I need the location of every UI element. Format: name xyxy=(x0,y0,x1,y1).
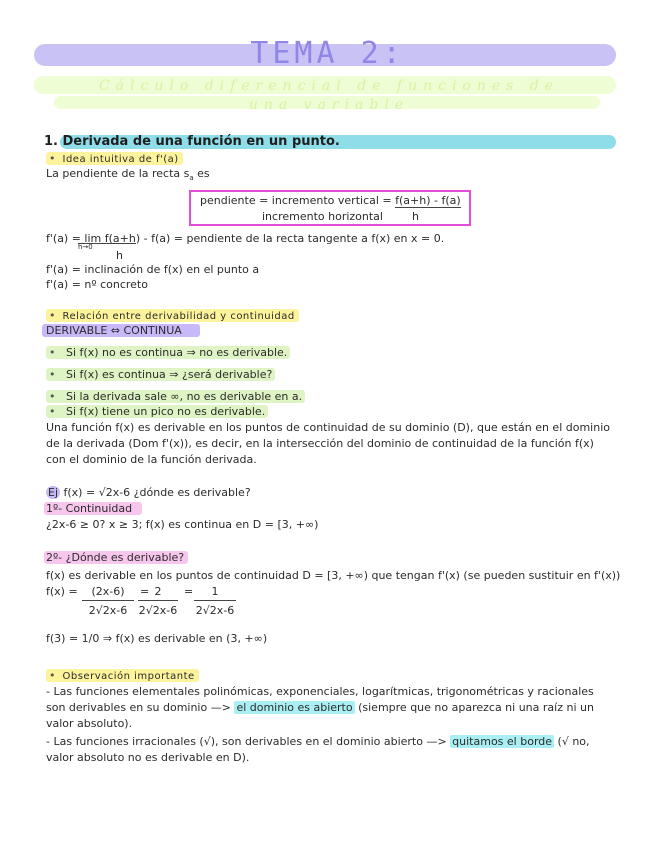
observation-paragraph-1: - Las funciones elementales polinómicas, exponenciales, logarítmicas, trigonométricas y racionales son derivables en su dominio —> el dominio es abierto (siempre que no aparezca ni una raíz ni un valor absoluto). xyxy=(46,685,594,730)
equals-1: = xyxy=(140,585,150,598)
fraction-2-numerator: 2 xyxy=(154,585,162,598)
slope-denominator: h xyxy=(412,210,419,223)
derivative-inclination: f'(a) = inclinación de f(x) en el punto a xyxy=(46,263,260,276)
limit-subscript: h→0 xyxy=(78,243,93,251)
equals-2: = xyxy=(184,585,194,598)
relation-bullet-3: • Si la derivada sale ∞, no es derivable en a. xyxy=(46,390,305,404)
relation-tag: DERIVABLE ⇔ CONTINUA xyxy=(42,324,200,338)
relation-bullet-4: • Si f(x) tiene un pico no es derivable. xyxy=(46,405,268,419)
slope-denominator-label: incremento horizontal xyxy=(262,210,383,223)
example-step-1: 1º- Continuidad xyxy=(44,502,142,516)
relation-bullet-2: • Si f(x) es continua ⇒ ¿será derivable? xyxy=(46,368,275,382)
example-step-2: 2º- ¿Dónde es derivable? xyxy=(44,551,188,565)
example-step-2-text: f(x) es derivable en los puntos de continuidad D = [3, +∞) que tengan f'(x) (se pueden sustituir en f'(x)) xyxy=(46,569,621,582)
observation-heading: • Observación importante xyxy=(46,669,199,684)
derivative-prefix: f(x) = xyxy=(46,585,78,598)
limit-denominator: h xyxy=(116,249,123,262)
fraction-2-line xyxy=(138,600,178,601)
example-step-1-text: ¿2x-6 ≥ 0? x ≥ 3; f(x) es continua en D = [3, +∞) xyxy=(46,518,319,531)
fraction-1-numerator: (2x-6) xyxy=(91,585,125,598)
example-statement: Ej f(x) = √2x-6 ¿dónde es derivable? xyxy=(48,486,251,499)
fraction-3-line xyxy=(194,600,236,601)
slope-formula: pendiente = incremento vertical = f(a+h) - f(a) xyxy=(200,194,461,207)
observation-paragraph-2: - Las funciones irracionales (√), son derivables en el dominio abierto —> quitamos el borde (√ no, valor absoluto no es derivable en D). xyxy=(46,735,590,764)
derivative-limit-definition: f'(a) = lim f(a+h) - f(a) = pendiente de la recta tangente a f(x) en x = 0. xyxy=(46,232,445,245)
relation-paragraph: Una función f(x) es derivable en los puntos de continuidad de su dominio (D), que están en el dominio de la derivada (Dom f'(x)), es decir, en la intersección del dominio de continuidad de la función f(x) con el dominio de la función derivada. xyxy=(46,421,610,466)
fraction-3-numerator: 1 xyxy=(211,585,219,598)
example-result: f(3) = 1/0 ⇒ f(x) es derivable en (3, +∞) xyxy=(46,632,268,645)
section-heading: 1. Derivada de una función en un punto. xyxy=(44,134,340,149)
fraction-2-denominator: 2√2x-6 xyxy=(138,604,178,617)
page-title: TEMA 2: xyxy=(250,36,405,71)
fraction-1-denominator: 2√2x-6 xyxy=(88,604,128,617)
page-subtitle: Cálculo diferencial de funciones de una variable xyxy=(98,78,560,113)
idea-intro: La pendiente de la recta $s_a$ es xyxy=(46,167,210,183)
idea-heading: • Idea intuitiva de f'(a) xyxy=(46,152,183,167)
fraction-1-line xyxy=(82,600,134,601)
fraction-3-denominator: 2√2x-6 xyxy=(195,604,235,617)
relation-heading: • Relación entre derivabilidad y continuidad xyxy=(46,309,299,324)
derivative-number: f'(a) = nº concreto xyxy=(46,278,148,291)
relation-bullet-1: • Si f(x) no es continua ⇒ no es derivable. xyxy=(46,346,290,360)
